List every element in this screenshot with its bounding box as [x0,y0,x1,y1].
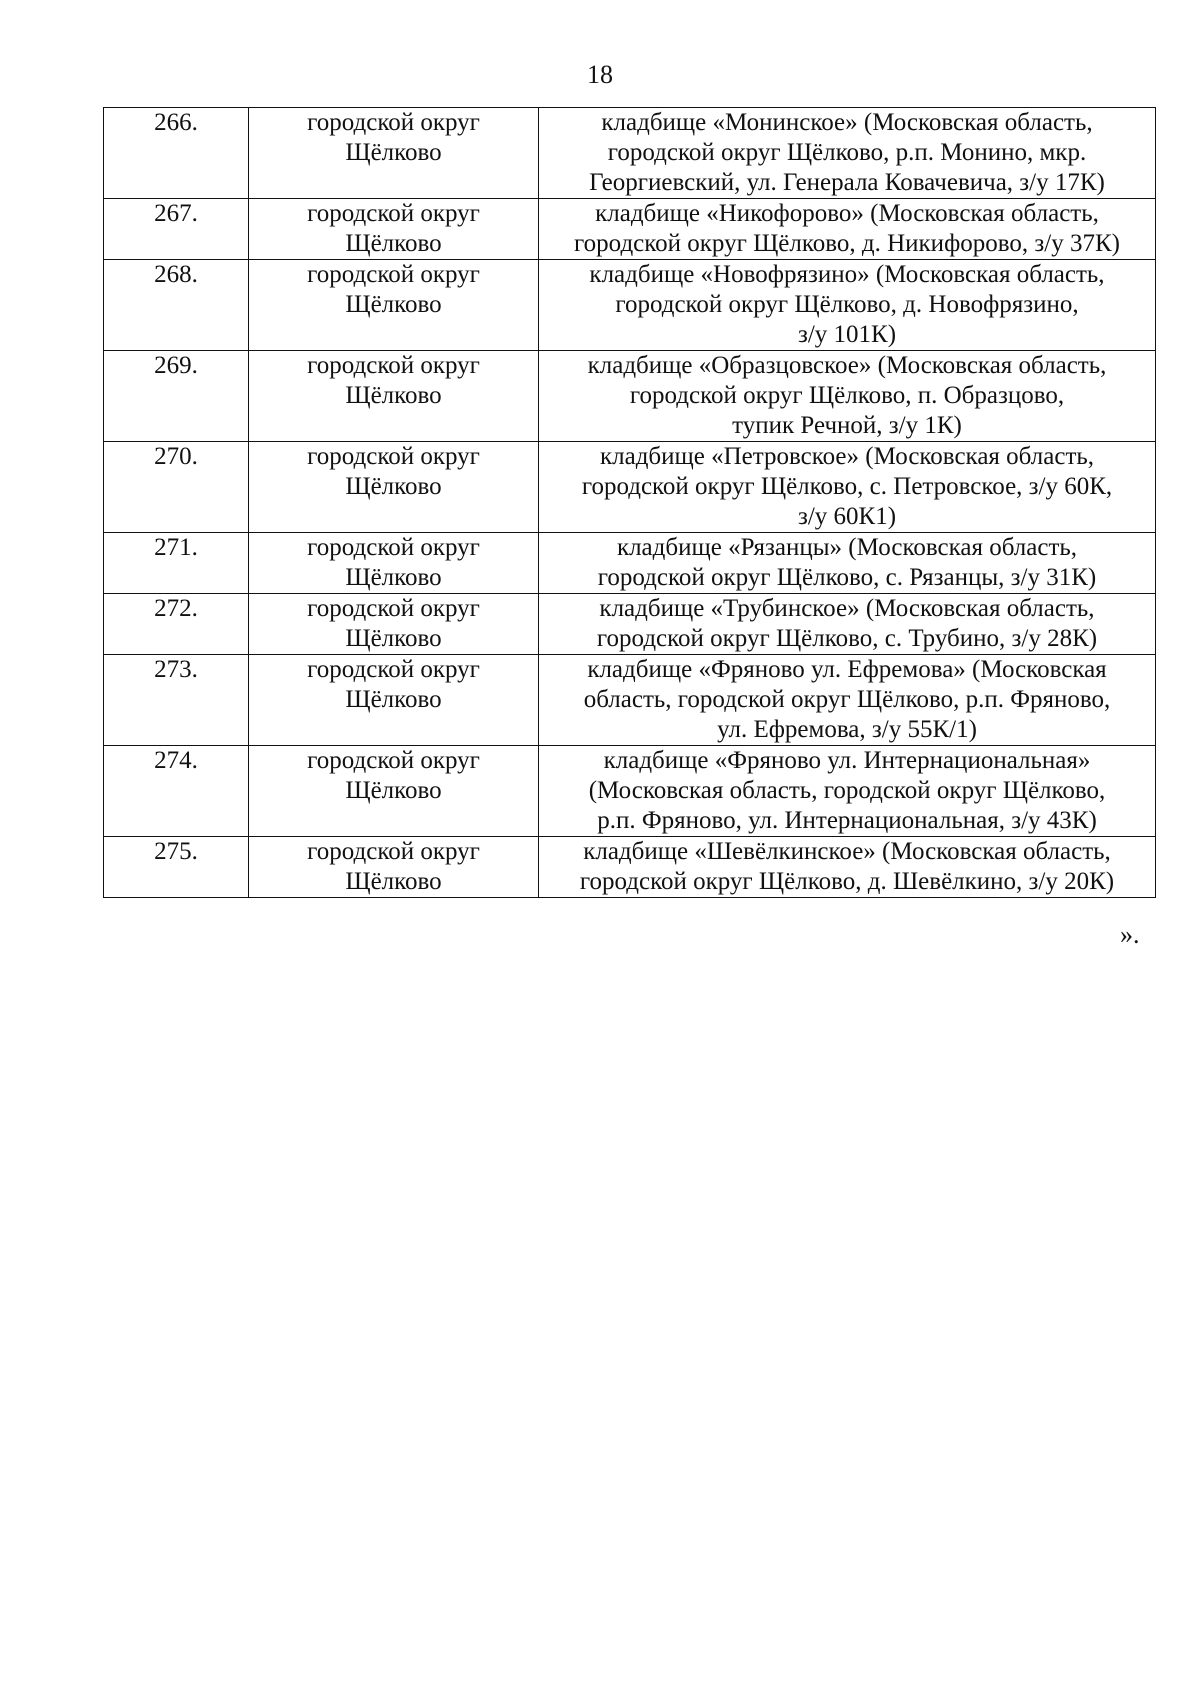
cemetery-description-line: городской округ Щёлково, с. Петровское, з/у 60К, [581,473,1113,500]
cemetery-description-line: городской округ Щёлково, д. Шевёлкино, з/у 20К) [579,868,1115,895]
cemetery-description-line: кладбище «Трубинское» (Московская область, [599,595,1095,622]
municipality-line: Щёлково [345,564,442,591]
municipality-line: городской округ [307,200,480,227]
table-row [104,594,1156,655]
table-row [104,351,1156,442]
municipality-line: городской округ [307,443,480,470]
municipality-line: городской округ [307,656,480,683]
row-number: 266. [104,108,249,199]
municipality-line: Щёлково [345,382,442,409]
row-number: 269. [104,351,249,442]
municipality-line: городской округ [307,838,480,865]
row-number: 274. [104,746,249,837]
cemetery-description-cell [539,351,1156,442]
cemetery-description-line: область, городской округ Щёлково, р.п. Фряново, [583,686,1111,713]
cemetery-description-cell [539,199,1156,260]
row-number: 271. [104,533,249,594]
municipality-cell [249,746,539,837]
cemetery-registry-table [103,107,1156,898]
cemetery-description-line: кладбище «Шевёлкинское» (Московская область, [583,838,1111,865]
cemetery-description-line: з/у 101К) [797,321,897,348]
row-number: 273. [104,655,249,746]
municipality-line: Щёлково [345,868,442,895]
cemetery-description-line: кладбище «Новофрязино» (Московская область, [589,261,1105,288]
table-row [104,260,1156,351]
row-number: 268. [104,260,249,351]
municipality-line: Щёлково [345,777,442,804]
cemetery-description-line: ул. Ефремова, з/у 55К/1) [717,716,977,743]
cemetery-description-line: городской округ Щёлково, д. Никифорово, з/у 37К) [574,230,1120,257]
municipality-cell [249,837,539,898]
municipality-cell [249,260,539,351]
cemetery-description-line: городской округ Щёлково, п. Образцово, [629,382,1065,409]
table-row [104,533,1156,594]
municipality-cell [249,594,539,655]
municipality-cell [249,199,539,260]
cemetery-description-line: кладбище «Фряново ул. Ефремова» (Московская [587,656,1107,683]
municipality-cell [249,655,539,746]
municipality-line: городской округ [307,352,480,379]
cemetery-description-cell [539,260,1156,351]
page-number: 18 [587,60,613,89]
municipality-line: Щёлково [345,139,442,166]
cemetery-description-line: городской округ Щёлково, с. Трубино, з/у 28К) [596,625,1098,652]
cemetery-description-line: Георгиевский, ул. Генерала Ковачевича, з/у 17К) [589,169,1105,196]
cemetery-description-cell [539,746,1156,837]
cemetery-description-cell [539,837,1156,898]
cemetery-description-line: кладбище «Рязанцы» (Московская область, [616,534,1078,561]
municipality-line: Щёлково [345,686,442,713]
municipality-cell [249,108,539,199]
cemetery-description-line: кладбище «Монинское» (Московская область, [601,109,1093,136]
cemetery-description-line: городской округ Щёлково, д. Новофрязино, [615,291,1079,318]
cemetery-description-line: р.п. Фряново, ул. Интернациональная, з/у 43К) [597,807,1097,834]
row-number: 275. [104,837,249,898]
table-row [104,837,1156,898]
cemetery-description-line: кладбище «Петровское» (Московская область, [599,443,1095,470]
row-number: 270. [104,442,249,533]
cemetery-description-line: тупик Речной, з/у 1К) [732,412,962,439]
cemetery-description-line: кладбище «Образцовское» (Московская область, [587,352,1107,379]
table-row [104,746,1156,837]
cemetery-description-line: городской округ Щёлково, р.п. Монино, мкр. [607,139,1087,166]
cemetery-description-cell [539,442,1156,533]
cemetery-description-cell [539,108,1156,199]
municipality-cell [249,442,539,533]
municipality-line: Щёлково [345,291,442,318]
municipality-cell [249,533,539,594]
table-row [104,108,1156,199]
row-number: 272. [104,594,249,655]
cemetery-description-line: городской округ Щёлково, с. Рязанцы, з/у 31К) [597,564,1097,591]
municipality-line: городской округ [307,261,480,288]
municipality-line: Щёлково [345,473,442,500]
table-row [104,199,1156,260]
municipality-line: городской округ [307,747,480,774]
cemetery-description-cell [539,655,1156,746]
registry-table-body [104,108,1156,898]
municipality-line: городской округ [307,534,480,561]
municipality-line: городской округ [307,595,480,622]
row-number: 267. [104,199,249,260]
cemetery-description-line: з/у 60К1) [797,503,897,530]
cemetery-description-line: кладбище «Фряново ул. Интернациональная» [603,747,1091,774]
table-row [104,442,1156,533]
municipality-line: Щёлково [345,625,442,652]
closing-quote-mark: ». [1120,920,1140,949]
cemetery-description-cell [539,594,1156,655]
municipality-line: городской округ [307,109,480,136]
table-row [104,655,1156,746]
cemetery-description-line: (Московская область, городской округ Щёлково, [588,777,1106,804]
cemetery-description-line: кладбище «Никофорово» (Московская область, [595,200,1099,227]
municipality-cell [249,351,539,442]
municipality-line: Щёлково [345,230,442,257]
cemetery-description-cell [539,533,1156,594]
